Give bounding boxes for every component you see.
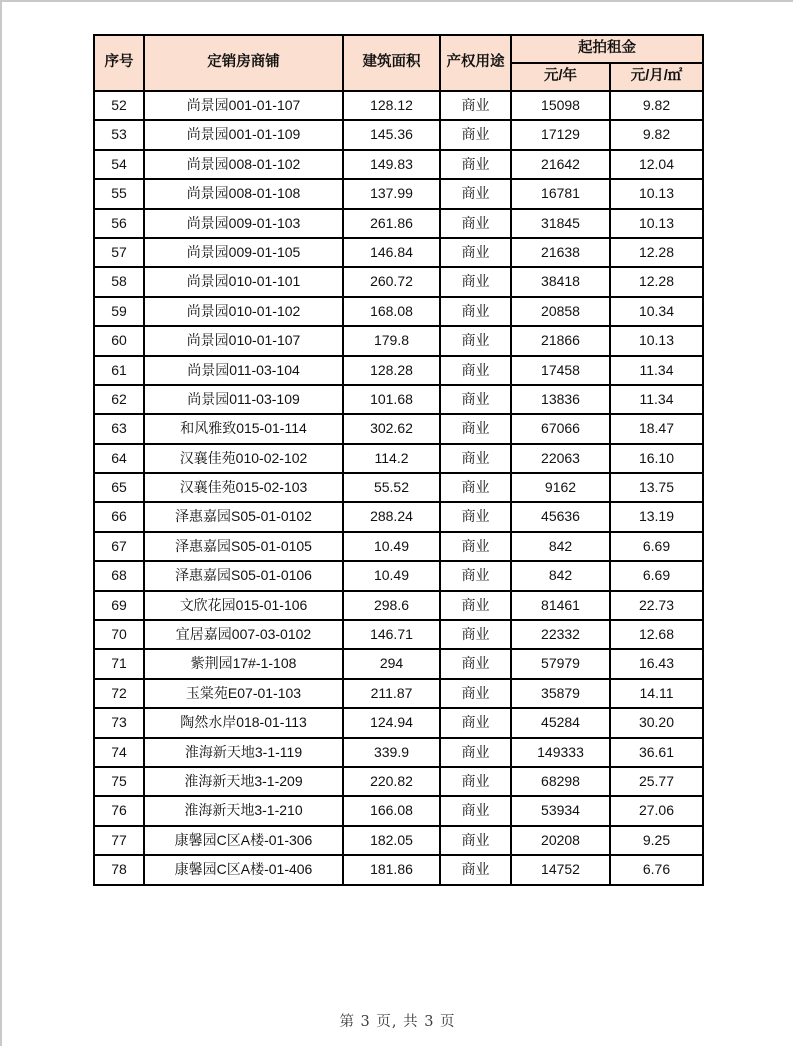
- building-area-cell: 168.08: [343, 297, 440, 326]
- rent-per-year-cell: 17458: [511, 356, 610, 385]
- building-area-cell: 298.6: [343, 591, 440, 620]
- table-row: [94, 150, 703, 179]
- shop-name-cell: 尚景园001-01-109: [144, 120, 343, 149]
- property-usage-cell: 商业: [440, 796, 511, 825]
- table-row: [94, 767, 703, 796]
- building-area-cell: 10.49: [343, 532, 440, 561]
- row-index-cell: 59: [94, 297, 144, 326]
- rent-per-month-sqm-cell: 16.43: [610, 649, 703, 678]
- row-index-cell: 62: [94, 385, 144, 414]
- property-usage-cell: 商业: [440, 209, 511, 238]
- rent-per-year-cell: 68298: [511, 767, 610, 796]
- property-usage-cell: 商业: [440, 444, 511, 473]
- property-usage-cell: 商业: [440, 297, 511, 326]
- building-area-cell: 145.36: [343, 120, 440, 149]
- building-area-cell: 101.68: [343, 385, 440, 414]
- table-row: [94, 473, 703, 502]
- property-usage-cell: 商业: [440, 738, 511, 767]
- rent-per-month-sqm-cell: 10.13: [610, 179, 703, 208]
- building-area-cell: 10.49: [343, 561, 440, 590]
- building-area-cell: 179.8: [343, 326, 440, 355]
- row-index-cell: 70: [94, 620, 144, 649]
- rent-per-month-sqm-cell: 6.69: [610, 532, 703, 561]
- row-index-cell: 64: [94, 444, 144, 473]
- rent-per-month-sqm-cell: 10.13: [610, 209, 703, 238]
- building-area-cell: 220.82: [343, 767, 440, 796]
- rent-per-month-sqm-cell: 11.34: [610, 356, 703, 385]
- table-row: [94, 238, 703, 267]
- table-row: [94, 91, 703, 120]
- row-index-cell: 67: [94, 532, 144, 561]
- property-usage-cell: 商业: [440, 708, 511, 737]
- building-area-cell: 146.84: [343, 238, 440, 267]
- rent-per-year-cell: 15098: [511, 91, 610, 120]
- shop-name-cell: 康馨园C区A楼-01-306: [144, 826, 343, 855]
- property-usage-cell: 商业: [440, 238, 511, 267]
- table-row: [94, 297, 703, 326]
- table-row: [94, 179, 703, 208]
- shop-name-cell: 宜居嘉园007-03-0102: [144, 620, 343, 649]
- table-row: [94, 120, 703, 149]
- rent-per-month-sqm-cell: 9.25: [610, 826, 703, 855]
- building-area-cell: 124.94: [343, 708, 440, 737]
- col-header-rent-group: 起拍租金: [511, 35, 703, 63]
- col-header-index: 序号: [94, 35, 144, 91]
- property-usage-cell: 商业: [440, 120, 511, 149]
- rent-per-year-cell: 842: [511, 561, 610, 590]
- shop-name-cell: 尚景园009-01-105: [144, 238, 343, 267]
- rent-per-month-sqm-cell: 27.06: [610, 796, 703, 825]
- table-row: [94, 444, 703, 473]
- property-usage-cell: 商业: [440, 767, 511, 796]
- table-row: [94, 502, 703, 531]
- rent-per-month-sqm-cell: 11.34: [610, 385, 703, 414]
- rent-per-month-sqm-cell: 10.13: [610, 326, 703, 355]
- building-area-cell: 182.05: [343, 826, 440, 855]
- property-usage-cell: 商业: [440, 473, 511, 502]
- rent-per-month-sqm-cell: 12.04: [610, 150, 703, 179]
- rent-per-month-sqm-cell: 36.61: [610, 738, 703, 767]
- building-area-cell: 166.08: [343, 796, 440, 825]
- row-index-cell: 63: [94, 414, 144, 443]
- building-area-cell: 261.86: [343, 209, 440, 238]
- building-area-cell: 211.87: [343, 679, 440, 708]
- table-row: [94, 209, 703, 238]
- building-area-cell: 339.9: [343, 738, 440, 767]
- table-row: [94, 532, 703, 561]
- row-index-cell: 75: [94, 767, 144, 796]
- rent-per-month-sqm-cell: 12.28: [610, 238, 703, 267]
- row-index-cell: 66: [94, 502, 144, 531]
- rent-per-year-cell: 22063: [511, 444, 610, 473]
- rent-per-year-cell: 21638: [511, 238, 610, 267]
- building-area-cell: 149.83: [343, 150, 440, 179]
- building-area-cell: 294: [343, 649, 440, 678]
- shop-name-cell: 尚景园010-01-107: [144, 326, 343, 355]
- rent-per-month-sqm-cell: 13.75: [610, 473, 703, 502]
- shop-name-cell: 康馨园C区A楼-01-406: [144, 855, 343, 884]
- table-row: [94, 385, 703, 414]
- rent-per-year-cell: 9162: [511, 473, 610, 502]
- rent-per-year-cell: 20858: [511, 297, 610, 326]
- row-index-cell: 55: [94, 179, 144, 208]
- property-usage-cell: 商业: [440, 502, 511, 531]
- rent-per-year-cell: 17129: [511, 120, 610, 149]
- building-area-cell: 181.86: [343, 855, 440, 884]
- shop-name-cell: 泽惠嘉园S05-01-0102: [144, 502, 343, 531]
- property-usage-cell: 商业: [440, 826, 511, 855]
- rent-per-month-sqm-cell: 14.11: [610, 679, 703, 708]
- shop-name-cell: 紫荆园17#-1-108: [144, 649, 343, 678]
- rental-listing-table: [93, 34, 704, 886]
- shop-name-cell: 尚景园011-03-109: [144, 385, 343, 414]
- rent-per-month-sqm-cell: 6.69: [610, 561, 703, 590]
- rent-per-year-cell: 57979: [511, 649, 610, 678]
- rent-per-month-sqm-cell: 9.82: [610, 91, 703, 120]
- property-usage-cell: 商业: [440, 561, 511, 590]
- table-row: [94, 326, 703, 355]
- rent-per-year-cell: 149333: [511, 738, 610, 767]
- property-usage-cell: 商业: [440, 649, 511, 678]
- shop-name-cell: 泽惠嘉园S05-01-0106: [144, 561, 343, 590]
- rent-per-year-cell: 21866: [511, 326, 610, 355]
- table-row: [94, 855, 703, 884]
- row-index-cell: 77: [94, 826, 144, 855]
- property-usage-cell: 商业: [440, 267, 511, 296]
- table-header: [94, 35, 703, 91]
- table-row: [94, 561, 703, 590]
- property-usage-cell: 商业: [440, 385, 511, 414]
- row-index-cell: 72: [94, 679, 144, 708]
- row-index-cell: 71: [94, 649, 144, 678]
- shop-name-cell: 汉襄佳苑010-02-102: [144, 444, 343, 473]
- property-usage-cell: 商业: [440, 532, 511, 561]
- row-index-cell: 61: [94, 356, 144, 385]
- rent-per-year-cell: 35879: [511, 679, 610, 708]
- shop-name-cell: 汉襄佳苑015-02-103: [144, 473, 343, 502]
- shop-name-cell: 泽惠嘉园S05-01-0105: [144, 532, 343, 561]
- rent-per-month-sqm-cell: 16.10: [610, 444, 703, 473]
- row-index-cell: 56: [94, 209, 144, 238]
- property-usage-cell: 商业: [440, 620, 511, 649]
- rent-per-year-cell: 31845: [511, 209, 610, 238]
- table-row: [94, 826, 703, 855]
- rent-per-year-cell: 53934: [511, 796, 610, 825]
- table-row: [94, 414, 703, 443]
- rent-per-year-cell: 45284: [511, 708, 610, 737]
- table-body: [94, 91, 703, 885]
- col-header-shop: 定销房商铺: [144, 35, 343, 91]
- table-row: [94, 620, 703, 649]
- row-index-cell: 74: [94, 738, 144, 767]
- table-row: [94, 267, 703, 296]
- rent-per-month-sqm-cell: 9.82: [610, 120, 703, 149]
- shop-name-cell: 尚景园008-01-102: [144, 150, 343, 179]
- row-index-cell: 52: [94, 91, 144, 120]
- property-usage-cell: 商业: [440, 150, 511, 179]
- shop-name-cell: 文欣花园015-01-106: [144, 591, 343, 620]
- rent-per-year-cell: 21642: [511, 150, 610, 179]
- shop-name-cell: 淮海新天地3-1-209: [144, 767, 343, 796]
- rent-per-month-sqm-cell: 30.20: [610, 708, 703, 737]
- rent-per-month-sqm-cell: 18.47: [610, 414, 703, 443]
- row-index-cell: 68: [94, 561, 144, 590]
- row-index-cell: 57: [94, 238, 144, 267]
- table-row: [94, 679, 703, 708]
- property-usage-cell: 商业: [440, 179, 511, 208]
- rent-per-month-sqm-cell: 10.34: [610, 297, 703, 326]
- property-usage-cell: 商业: [440, 591, 511, 620]
- rent-per-year-cell: 842: [511, 532, 610, 561]
- rent-per-year-cell: 16781: [511, 179, 610, 208]
- rent-per-year-cell: 14752: [511, 855, 610, 884]
- shop-name-cell: 淮海新天地3-1-119: [144, 738, 343, 767]
- row-index-cell: 78: [94, 855, 144, 884]
- building-area-cell: 288.24: [343, 502, 440, 531]
- building-area-cell: 114.2: [343, 444, 440, 473]
- shop-name-cell: 陶然水岸018-01-113: [144, 708, 343, 737]
- col-header-rent-per-month-sqm: 元/月/㎡: [610, 63, 703, 91]
- property-usage-cell: 商业: [440, 855, 511, 884]
- rent-per-year-cell: 13836: [511, 385, 610, 414]
- row-index-cell: 69: [94, 591, 144, 620]
- building-area-cell: 128.28: [343, 356, 440, 385]
- property-usage-cell: 商业: [440, 356, 511, 385]
- property-usage-cell: 商业: [440, 91, 511, 120]
- shop-name-cell: 尚景园011-03-104: [144, 356, 343, 385]
- rent-per-month-sqm-cell: 13.19: [610, 502, 703, 531]
- shop-name-cell: 和风雅致015-01-114: [144, 414, 343, 443]
- rent-per-month-sqm-cell: 12.28: [610, 267, 703, 296]
- property-usage-cell: 商业: [440, 326, 511, 355]
- row-index-cell: 73: [94, 708, 144, 737]
- table-row: [94, 649, 703, 678]
- shop-name-cell: 尚景园010-01-102: [144, 297, 343, 326]
- col-header-rent-per-year: 元/年: [511, 63, 610, 91]
- col-header-usage: 产权用途: [440, 35, 511, 91]
- rent-per-month-sqm-cell: 6.76: [610, 855, 703, 884]
- property-usage-cell: 商业: [440, 414, 511, 443]
- table-row: [94, 591, 703, 620]
- building-area-cell: 260.72: [343, 267, 440, 296]
- rent-per-year-cell: 22332: [511, 620, 610, 649]
- row-index-cell: 58: [94, 267, 144, 296]
- row-index-cell: 65: [94, 473, 144, 502]
- row-index-cell: 53: [94, 120, 144, 149]
- col-header-area: 建筑面积: [343, 35, 440, 91]
- shop-name-cell: 尚景园001-01-107: [144, 91, 343, 120]
- rent-per-year-cell: 38418: [511, 267, 610, 296]
- rent-per-month-sqm-cell: 22.73: [610, 591, 703, 620]
- property-usage-cell: 商业: [440, 679, 511, 708]
- rent-per-month-sqm-cell: 25.77: [610, 767, 703, 796]
- building-area-cell: 146.71: [343, 620, 440, 649]
- rent-per-year-cell: 20208: [511, 826, 610, 855]
- row-index-cell: 76: [94, 796, 144, 825]
- building-area-cell: 128.12: [343, 91, 440, 120]
- page-number-footer: 第 3 页, 共 3 页: [339, 1014, 456, 1030]
- shop-name-cell: 尚景园009-01-103: [144, 209, 343, 238]
- table-row: [94, 738, 703, 767]
- building-area-cell: 302.62: [343, 414, 440, 443]
- shop-name-cell: 淮海新天地3-1-210: [144, 796, 343, 825]
- row-index-cell: 54: [94, 150, 144, 179]
- shop-name-cell: 玉棠苑E07-01-103: [144, 679, 343, 708]
- table-row: [94, 796, 703, 825]
- building-area-cell: 55.52: [343, 473, 440, 502]
- table-row: [94, 708, 703, 737]
- building-area-cell: 137.99: [343, 179, 440, 208]
- table-row: [94, 356, 703, 385]
- row-index-cell: 60: [94, 326, 144, 355]
- rent-per-year-cell: 67066: [511, 414, 610, 443]
- rent-per-month-sqm-cell: 12.68: [610, 620, 703, 649]
- shop-name-cell: 尚景园010-01-101: [144, 267, 343, 296]
- shop-name-cell: 尚景园008-01-108: [144, 179, 343, 208]
- rent-per-year-cell: 45636: [511, 502, 610, 531]
- rent-per-year-cell: 81461: [511, 591, 610, 620]
